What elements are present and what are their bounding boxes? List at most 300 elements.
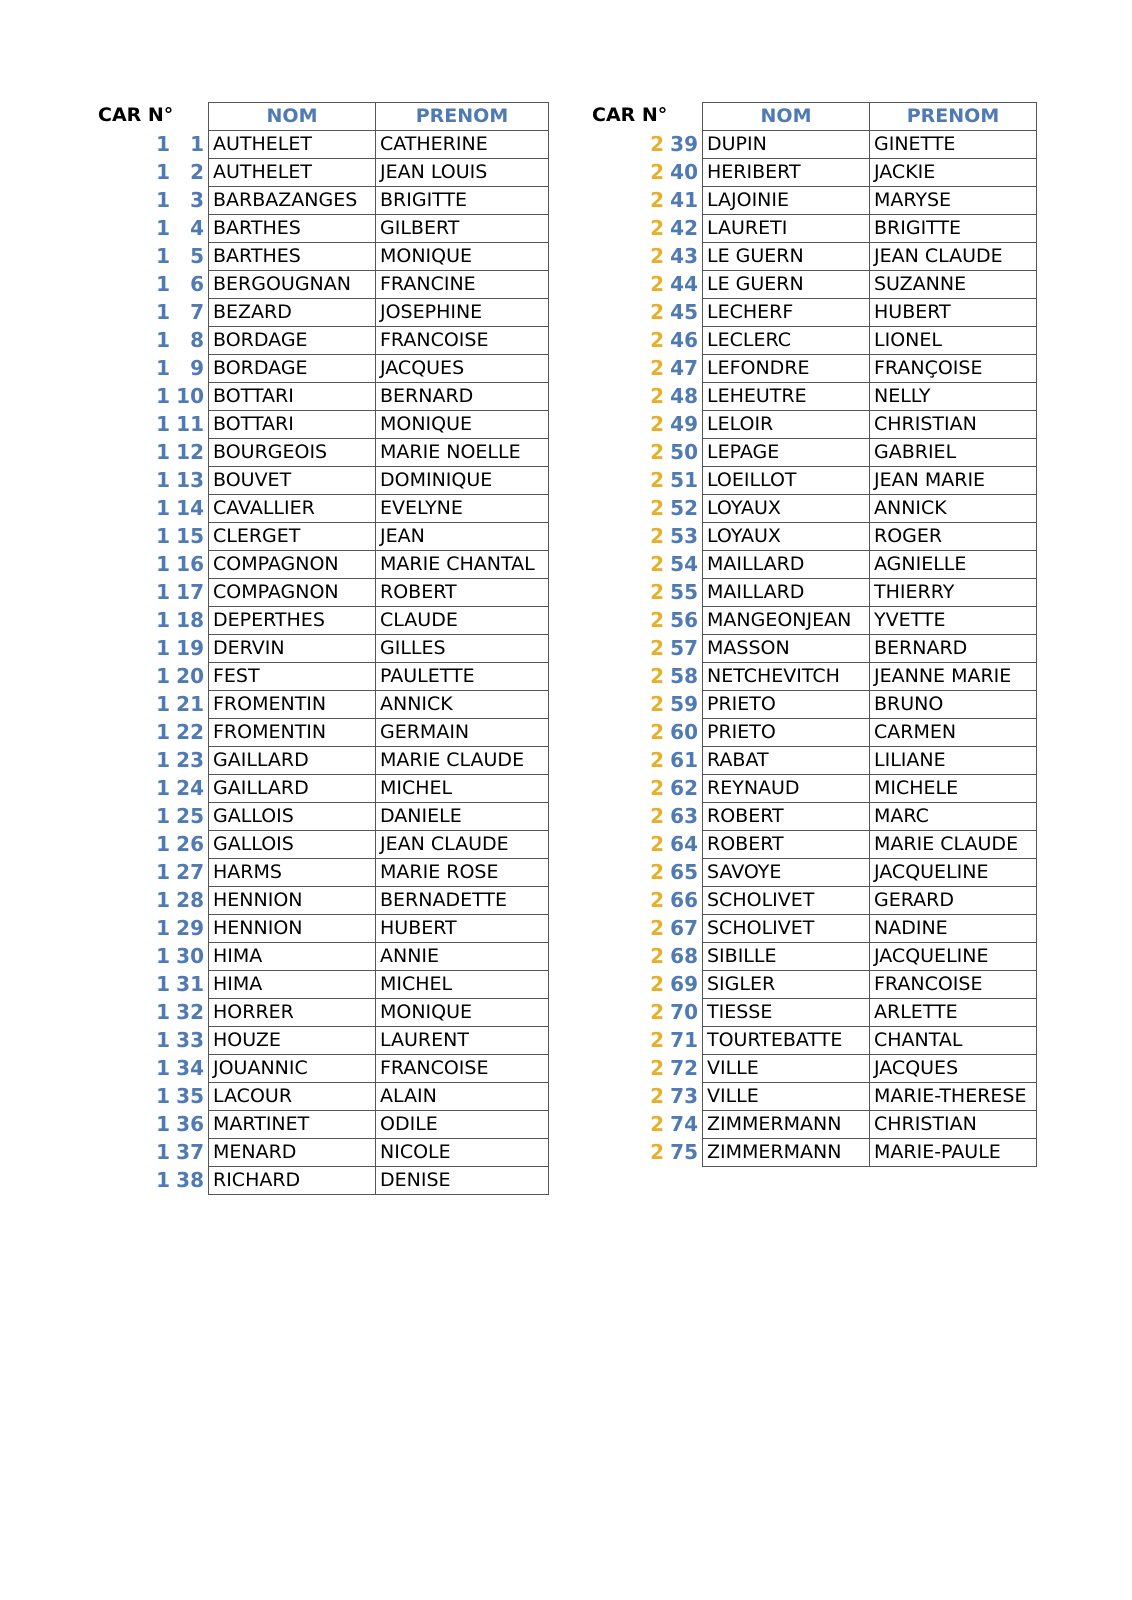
last-name-cell: BOTTARI [208, 410, 376, 439]
car-number: 2 [650, 944, 664, 968]
car-number: 1 [156, 608, 170, 632]
seat-number: 11 [176, 412, 204, 436]
car-number: 2 [650, 608, 664, 632]
last-name-cell: BORDAGE [208, 326, 376, 355]
car-number: 1 [156, 1168, 170, 1192]
first-name-cell: BRUNO [869, 690, 1037, 719]
seat-number: 28 [176, 888, 204, 912]
seat-number: 54 [670, 552, 698, 576]
car-number: 1 [156, 916, 170, 940]
last-name-cell: SCHOLIVET [702, 886, 870, 915]
car-number: 2 [650, 356, 664, 380]
car-number: 2 [650, 1084, 664, 1108]
seat-number: 20 [176, 664, 204, 688]
seat-number: 14 [176, 496, 204, 520]
first-name-cell: ANNICK [869, 494, 1037, 523]
first-name-cell: MICHELE [869, 774, 1037, 803]
car-number: 2 [650, 804, 664, 828]
seat-number: 22 [176, 720, 204, 744]
last-name-cell: ROBERT [702, 830, 870, 859]
first-name-cell: MICHEL [375, 774, 549, 803]
first-name-cell: JACKIE [869, 158, 1037, 187]
car-number: 1 [156, 384, 170, 408]
first-name-cell: MARIE ROSE [375, 858, 549, 887]
seat-number: 37 [176, 1140, 204, 1164]
last-name-cell: AUTHELET [208, 130, 376, 159]
seat-number: 62 [670, 776, 698, 800]
first-name-cell: BERNARD [375, 382, 549, 411]
last-name-cell: RICHARD [208, 1166, 376, 1195]
seat-number: 33 [176, 1028, 204, 1052]
seat-number: 71 [670, 1028, 698, 1052]
first-name-cell: GINETTE [869, 130, 1037, 159]
seat-number: 56 [670, 608, 698, 632]
seat-number: 50 [670, 440, 698, 464]
first-name-cell: LAURENT [375, 1026, 549, 1055]
first-name-cell: MONIQUE [375, 998, 549, 1027]
last-name-cell: GALLOIS [208, 802, 376, 831]
car-number: 2 [650, 552, 664, 576]
seat-number: 39 [670, 132, 698, 156]
first-name-cell: PAULETTE [375, 662, 549, 691]
car-number: 1 [156, 748, 170, 772]
last-name-cell: SCHOLIVET [702, 914, 870, 943]
first-name-cell: MARIE NOELLE [375, 438, 549, 467]
last-name-cell: LECLERC [702, 326, 870, 355]
first-name-cell: GILLES [375, 634, 549, 663]
last-name-cell: JOUANNIC [208, 1054, 376, 1083]
last-name-cell: DEPERTHES [208, 606, 376, 635]
first-name-cell: ARLETTE [869, 998, 1037, 1027]
car-number: 2 [650, 1112, 664, 1136]
last-name-cell: NETCHEVITCH [702, 662, 870, 691]
first-name-cell: FRANCOISE [375, 1054, 549, 1083]
last-name-cell: LOYAUX [702, 494, 870, 523]
first-name-cell: LIONEL [869, 326, 1037, 355]
seat-number: 69 [670, 972, 698, 996]
seat-number: 67 [670, 916, 698, 940]
last-name-cell: ZIMMERMANN [702, 1110, 870, 1139]
last-name-cell: GAILLARD [208, 774, 376, 803]
last-name-cell: LEHEUTRE [702, 382, 870, 411]
first-name-cell: NADINE [869, 914, 1037, 943]
car-number: 1 [156, 468, 170, 492]
car-number: 1 [156, 356, 170, 380]
seat-number: 51 [670, 468, 698, 492]
seat-number: 10 [176, 384, 204, 408]
first-name-cell: CLAUDE [375, 606, 549, 635]
first-name-cell: YVETTE [869, 606, 1037, 635]
last-name-cell: GAILLARD [208, 746, 376, 775]
seat-number: 55 [670, 580, 698, 604]
first-name-cell: HUBERT [375, 914, 549, 943]
seat-number: 29 [176, 916, 204, 940]
seat-number: 49 [670, 412, 698, 436]
last-name-cell: BARTHES [208, 242, 376, 271]
last-name-cell: LOYAUX [702, 522, 870, 551]
last-name-cell: LEPAGE [702, 438, 870, 467]
car-number: 2 [650, 1028, 664, 1052]
first-name-cell: HUBERT [869, 298, 1037, 327]
last-name-cell: MANGEONJEAN [702, 606, 870, 635]
last-name-cell: VILLE [702, 1054, 870, 1083]
last-name-cell: BEZARD [208, 298, 376, 327]
car-number: 2 [650, 1000, 664, 1024]
seat-number: 47 [670, 356, 698, 380]
last-name-cell: LELOIR [702, 410, 870, 439]
last-name-cell: SIBILLE [702, 942, 870, 971]
seat-number: 17 [176, 580, 204, 604]
seat-number: 73 [670, 1084, 698, 1108]
seat-number: 2 [190, 160, 204, 184]
seat-number: 27 [176, 860, 204, 884]
first-name-cell: CHRISTIAN [869, 410, 1037, 439]
seat-number: 66 [670, 888, 698, 912]
car-number: 2 [650, 244, 664, 268]
car-number: 2 [650, 860, 664, 884]
seat-number: 15 [176, 524, 204, 548]
nom-header: NOM [208, 102, 376, 131]
seat-number: 6 [190, 272, 204, 296]
last-name-cell: LE GUERN [702, 242, 870, 271]
first-name-cell: EVELYNE [375, 494, 549, 523]
last-name-cell: SIGLER [702, 970, 870, 999]
seat-number: 21 [176, 692, 204, 716]
car-number: 2 [650, 412, 664, 436]
last-name-cell: ROBERT [702, 802, 870, 831]
seat-number: 3 [190, 188, 204, 212]
last-name-cell: TIESSE [702, 998, 870, 1027]
seat-number: 52 [670, 496, 698, 520]
last-name-cell: HIMA [208, 942, 376, 971]
first-name-cell: CATHERINE [375, 130, 549, 159]
seat-number: 42 [670, 216, 698, 240]
car-number: 1 [156, 944, 170, 968]
car-number: 1 [156, 160, 170, 184]
last-name-cell: REYNAUD [702, 774, 870, 803]
seat-number: 25 [176, 804, 204, 828]
car-number: 2 [650, 496, 664, 520]
seat-number: 1 [190, 132, 204, 156]
last-name-cell: GALLOIS [208, 830, 376, 859]
last-name-cell: BARBAZANGES [208, 186, 376, 215]
car-number: 2 [650, 832, 664, 856]
seat-number: 58 [670, 664, 698, 688]
seat-number: 12 [176, 440, 204, 464]
last-name-cell: PRIETO [702, 718, 870, 747]
car-number: 2 [650, 272, 664, 296]
last-name-cell: FEST [208, 662, 376, 691]
seat-number: 8 [190, 328, 204, 352]
last-name-cell: LOEILLOT [702, 466, 870, 495]
seat-number: 23 [176, 748, 204, 772]
first-name-cell: MARIE-THERESE [869, 1082, 1037, 1111]
last-name-cell: BOTTARI [208, 382, 376, 411]
first-name-cell: ODILE [375, 1110, 549, 1139]
last-name-cell: MAILLARD [702, 550, 870, 579]
first-name-cell: JEAN MARIE [869, 466, 1037, 495]
first-name-cell: THIERRY [869, 578, 1037, 607]
car-number: 2 [650, 1056, 664, 1080]
first-name-cell: MONIQUE [375, 242, 549, 271]
last-name-cell: MENARD [208, 1138, 376, 1167]
first-name-cell: JEAN LOUIS [375, 158, 549, 187]
car-number: 2 [650, 1140, 664, 1164]
seat-number: 32 [176, 1000, 204, 1024]
first-name-cell: GERARD [869, 886, 1037, 915]
car-number: 2 [650, 664, 664, 688]
last-name-cell: SAVOYE [702, 858, 870, 887]
seat-number: 30 [176, 944, 204, 968]
seat-number: 36 [176, 1112, 204, 1136]
last-name-cell: TOURTEBATTE [702, 1026, 870, 1055]
seat-number: 45 [670, 300, 698, 324]
seat-number: 5 [190, 244, 204, 268]
car-number: 1 [156, 244, 170, 268]
car-number: 1 [156, 664, 170, 688]
first-name-cell: ROBERT [375, 578, 549, 607]
seat-number: 18 [176, 608, 204, 632]
first-name-cell: CHRISTIAN [869, 1110, 1037, 1139]
car-number: 2 [650, 468, 664, 492]
seat-number: 57 [670, 636, 698, 660]
car-number: 2 [650, 636, 664, 660]
first-name-cell: MARIE CHANTAL [375, 550, 549, 579]
first-name-cell: BRIGITTE [375, 186, 549, 215]
first-name-cell: JEAN CLAUDE [869, 242, 1037, 271]
seat-number: 35 [176, 1084, 204, 1108]
first-name-cell: DENISE [375, 1166, 549, 1195]
seat-number: 53 [670, 524, 698, 548]
first-name-cell: MARC [869, 802, 1037, 831]
seat-number: 31 [176, 972, 204, 996]
first-name-cell: CARMEN [869, 718, 1037, 747]
first-name-cell: JEAN CLAUDE [375, 830, 549, 859]
seat-number: 63 [670, 804, 698, 828]
car-number: 1 [156, 888, 170, 912]
car-number-header: CAR N° [98, 104, 174, 126]
first-name-cell: MONIQUE [375, 410, 549, 439]
seat-number: 75 [670, 1140, 698, 1164]
first-name-cell: MICHEL [375, 970, 549, 999]
last-name-cell: LE GUERN [702, 270, 870, 299]
car-number: 1 [156, 636, 170, 660]
car-number: 1 [156, 804, 170, 828]
last-name-cell: CAVALLIER [208, 494, 376, 523]
seat-number: 41 [670, 188, 698, 212]
seat-number: 65 [670, 860, 698, 884]
last-name-cell: BOURGEOIS [208, 438, 376, 467]
last-name-cell: LACOUR [208, 1082, 376, 1111]
seat-number: 24 [176, 776, 204, 800]
prenom-header: PRENOM [869, 102, 1037, 131]
seat-number: 40 [670, 160, 698, 184]
car-number: 2 [650, 776, 664, 800]
last-name-cell: HARMS [208, 858, 376, 887]
car-number: 2 [650, 720, 664, 744]
car-number: 1 [156, 552, 170, 576]
seat-number: 4 [190, 216, 204, 240]
first-name-cell: JEANNE MARIE [869, 662, 1037, 691]
car-number: 2 [650, 384, 664, 408]
last-name-cell: HENNION [208, 886, 376, 915]
first-name-cell: JEAN [375, 522, 549, 551]
seat-number: 34 [176, 1056, 204, 1080]
prenom-header: PRENOM [375, 102, 549, 131]
first-name-cell: MARIE CLAUDE [869, 830, 1037, 859]
first-name-cell: JACQUES [869, 1054, 1037, 1083]
last-name-cell: LAJOINIE [702, 186, 870, 215]
car-number: 2 [650, 692, 664, 716]
last-name-cell: MARTINET [208, 1110, 376, 1139]
car-number: 2 [650, 216, 664, 240]
last-name-cell: HORRER [208, 998, 376, 1027]
first-name-cell: BERNARD [869, 634, 1037, 663]
last-name-cell: VILLE [702, 1082, 870, 1111]
car-number: 2 [650, 580, 664, 604]
last-name-cell: MAILLARD [702, 578, 870, 607]
car-number: 1 [156, 300, 170, 324]
last-name-cell: LAURETI [702, 214, 870, 243]
last-name-cell: LEFONDRE [702, 354, 870, 383]
car-number: 1 [156, 132, 170, 156]
first-name-cell: SUZANNE [869, 270, 1037, 299]
last-name-cell: BERGOUGNAN [208, 270, 376, 299]
seat-number: 44 [670, 272, 698, 296]
car-number-header: CAR N° [592, 104, 668, 126]
seat-number: 16 [176, 552, 204, 576]
last-name-cell: FROMENTIN [208, 690, 376, 719]
car-number: 2 [650, 748, 664, 772]
first-name-cell: MARYSE [869, 186, 1037, 215]
car-number: 1 [156, 1112, 170, 1136]
car-number: 1 [156, 1056, 170, 1080]
first-name-cell: FRANCOISE [375, 326, 549, 355]
last-name-cell: DUPIN [702, 130, 870, 159]
first-name-cell: ROGER [869, 522, 1037, 551]
last-name-cell: COMPAGNON [208, 578, 376, 607]
seat-number: 13 [176, 468, 204, 492]
car-number: 2 [650, 132, 664, 156]
seat-number: 60 [670, 720, 698, 744]
car-number: 1 [156, 860, 170, 884]
first-name-cell: JOSEPHINE [375, 298, 549, 327]
car-number: 2 [650, 972, 664, 996]
last-name-cell: HERIBERT [702, 158, 870, 187]
nom-header: NOM [702, 102, 870, 131]
car-number: 1 [156, 328, 170, 352]
car-number: 1 [156, 692, 170, 716]
last-name-cell: HENNION [208, 914, 376, 943]
seat-number: 38 [176, 1168, 204, 1192]
last-name-cell: FROMENTIN [208, 718, 376, 747]
first-name-cell: LILIANE [869, 746, 1037, 775]
seat-number: 43 [670, 244, 698, 268]
first-name-cell: CHANTAL [869, 1026, 1037, 1055]
first-name-cell: NELLY [869, 382, 1037, 411]
seat-number: 72 [670, 1056, 698, 1080]
seat-number: 26 [176, 832, 204, 856]
car-number: 1 [156, 440, 170, 464]
car-number: 1 [156, 496, 170, 520]
last-name-cell: LECHERF [702, 298, 870, 327]
last-name-cell: COMPAGNON [208, 550, 376, 579]
last-name-cell: HIMA [208, 970, 376, 999]
first-name-cell: GILBERT [375, 214, 549, 243]
first-name-cell: NICOLE [375, 1138, 549, 1167]
first-name-cell: AGNIELLE [869, 550, 1037, 579]
car-number: 1 [156, 524, 170, 548]
seat-number: 48 [670, 384, 698, 408]
seat-number: 46 [670, 328, 698, 352]
first-name-cell: BERNADETTE [375, 886, 549, 915]
first-name-cell: ANNICK [375, 690, 549, 719]
seat-number: 64 [670, 832, 698, 856]
last-name-cell: DERVIN [208, 634, 376, 663]
seat-number: 7 [190, 300, 204, 324]
first-name-cell: JACQUELINE [869, 858, 1037, 887]
first-name-cell: ALAIN [375, 1082, 549, 1111]
car-number: 1 [156, 1000, 170, 1024]
last-name-cell: MASSON [702, 634, 870, 663]
last-name-cell: PRIETO [702, 690, 870, 719]
first-name-cell: MARIE-PAULE [869, 1138, 1037, 1167]
seat-number: 19 [176, 636, 204, 660]
first-name-cell: JACQUELINE [869, 942, 1037, 971]
car-number: 2 [650, 524, 664, 548]
first-name-cell: DOMINIQUE [375, 466, 549, 495]
first-name-cell: GABRIEL [869, 438, 1037, 467]
first-name-cell: BRIGITTE [869, 214, 1037, 243]
last-name-cell: CLERGET [208, 522, 376, 551]
first-name-cell: JACQUES [375, 354, 549, 383]
last-name-cell: AUTHELET [208, 158, 376, 187]
car-number: 1 [156, 1028, 170, 1052]
car-number: 1 [156, 272, 170, 296]
seat-number: 70 [670, 1000, 698, 1024]
car-number: 1 [156, 580, 170, 604]
car-number: 2 [650, 888, 664, 912]
car-number: 2 [650, 440, 664, 464]
car-number: 1 [156, 832, 170, 856]
car-number: 1 [156, 216, 170, 240]
first-name-cell: FRANCOISE [869, 970, 1037, 999]
car-number: 1 [156, 188, 170, 212]
first-name-cell: FRANÇOISE [869, 354, 1037, 383]
car-number: 2 [650, 328, 664, 352]
car-number: 1 [156, 412, 170, 436]
car-number: 1 [156, 1140, 170, 1164]
first-name-cell: MARIE CLAUDE [375, 746, 549, 775]
car-number: 2 [650, 160, 664, 184]
seat-number: 61 [670, 748, 698, 772]
last-name-cell: HOUZE [208, 1026, 376, 1055]
last-name-cell: BOUVET [208, 466, 376, 495]
car-number: 2 [650, 916, 664, 940]
seat-number: 68 [670, 944, 698, 968]
seat-number: 74 [670, 1112, 698, 1136]
last-name-cell: ZIMMERMANN [702, 1138, 870, 1167]
car-number: 1 [156, 1084, 170, 1108]
seat-number: 59 [670, 692, 698, 716]
car-number: 2 [650, 188, 664, 212]
first-name-cell: FRANCINE [375, 270, 549, 299]
car-number: 1 [156, 776, 170, 800]
last-name-cell: BARTHES [208, 214, 376, 243]
seat-number: 9 [190, 356, 204, 380]
last-name-cell: RABAT [702, 746, 870, 775]
last-name-cell: BORDAGE [208, 354, 376, 383]
